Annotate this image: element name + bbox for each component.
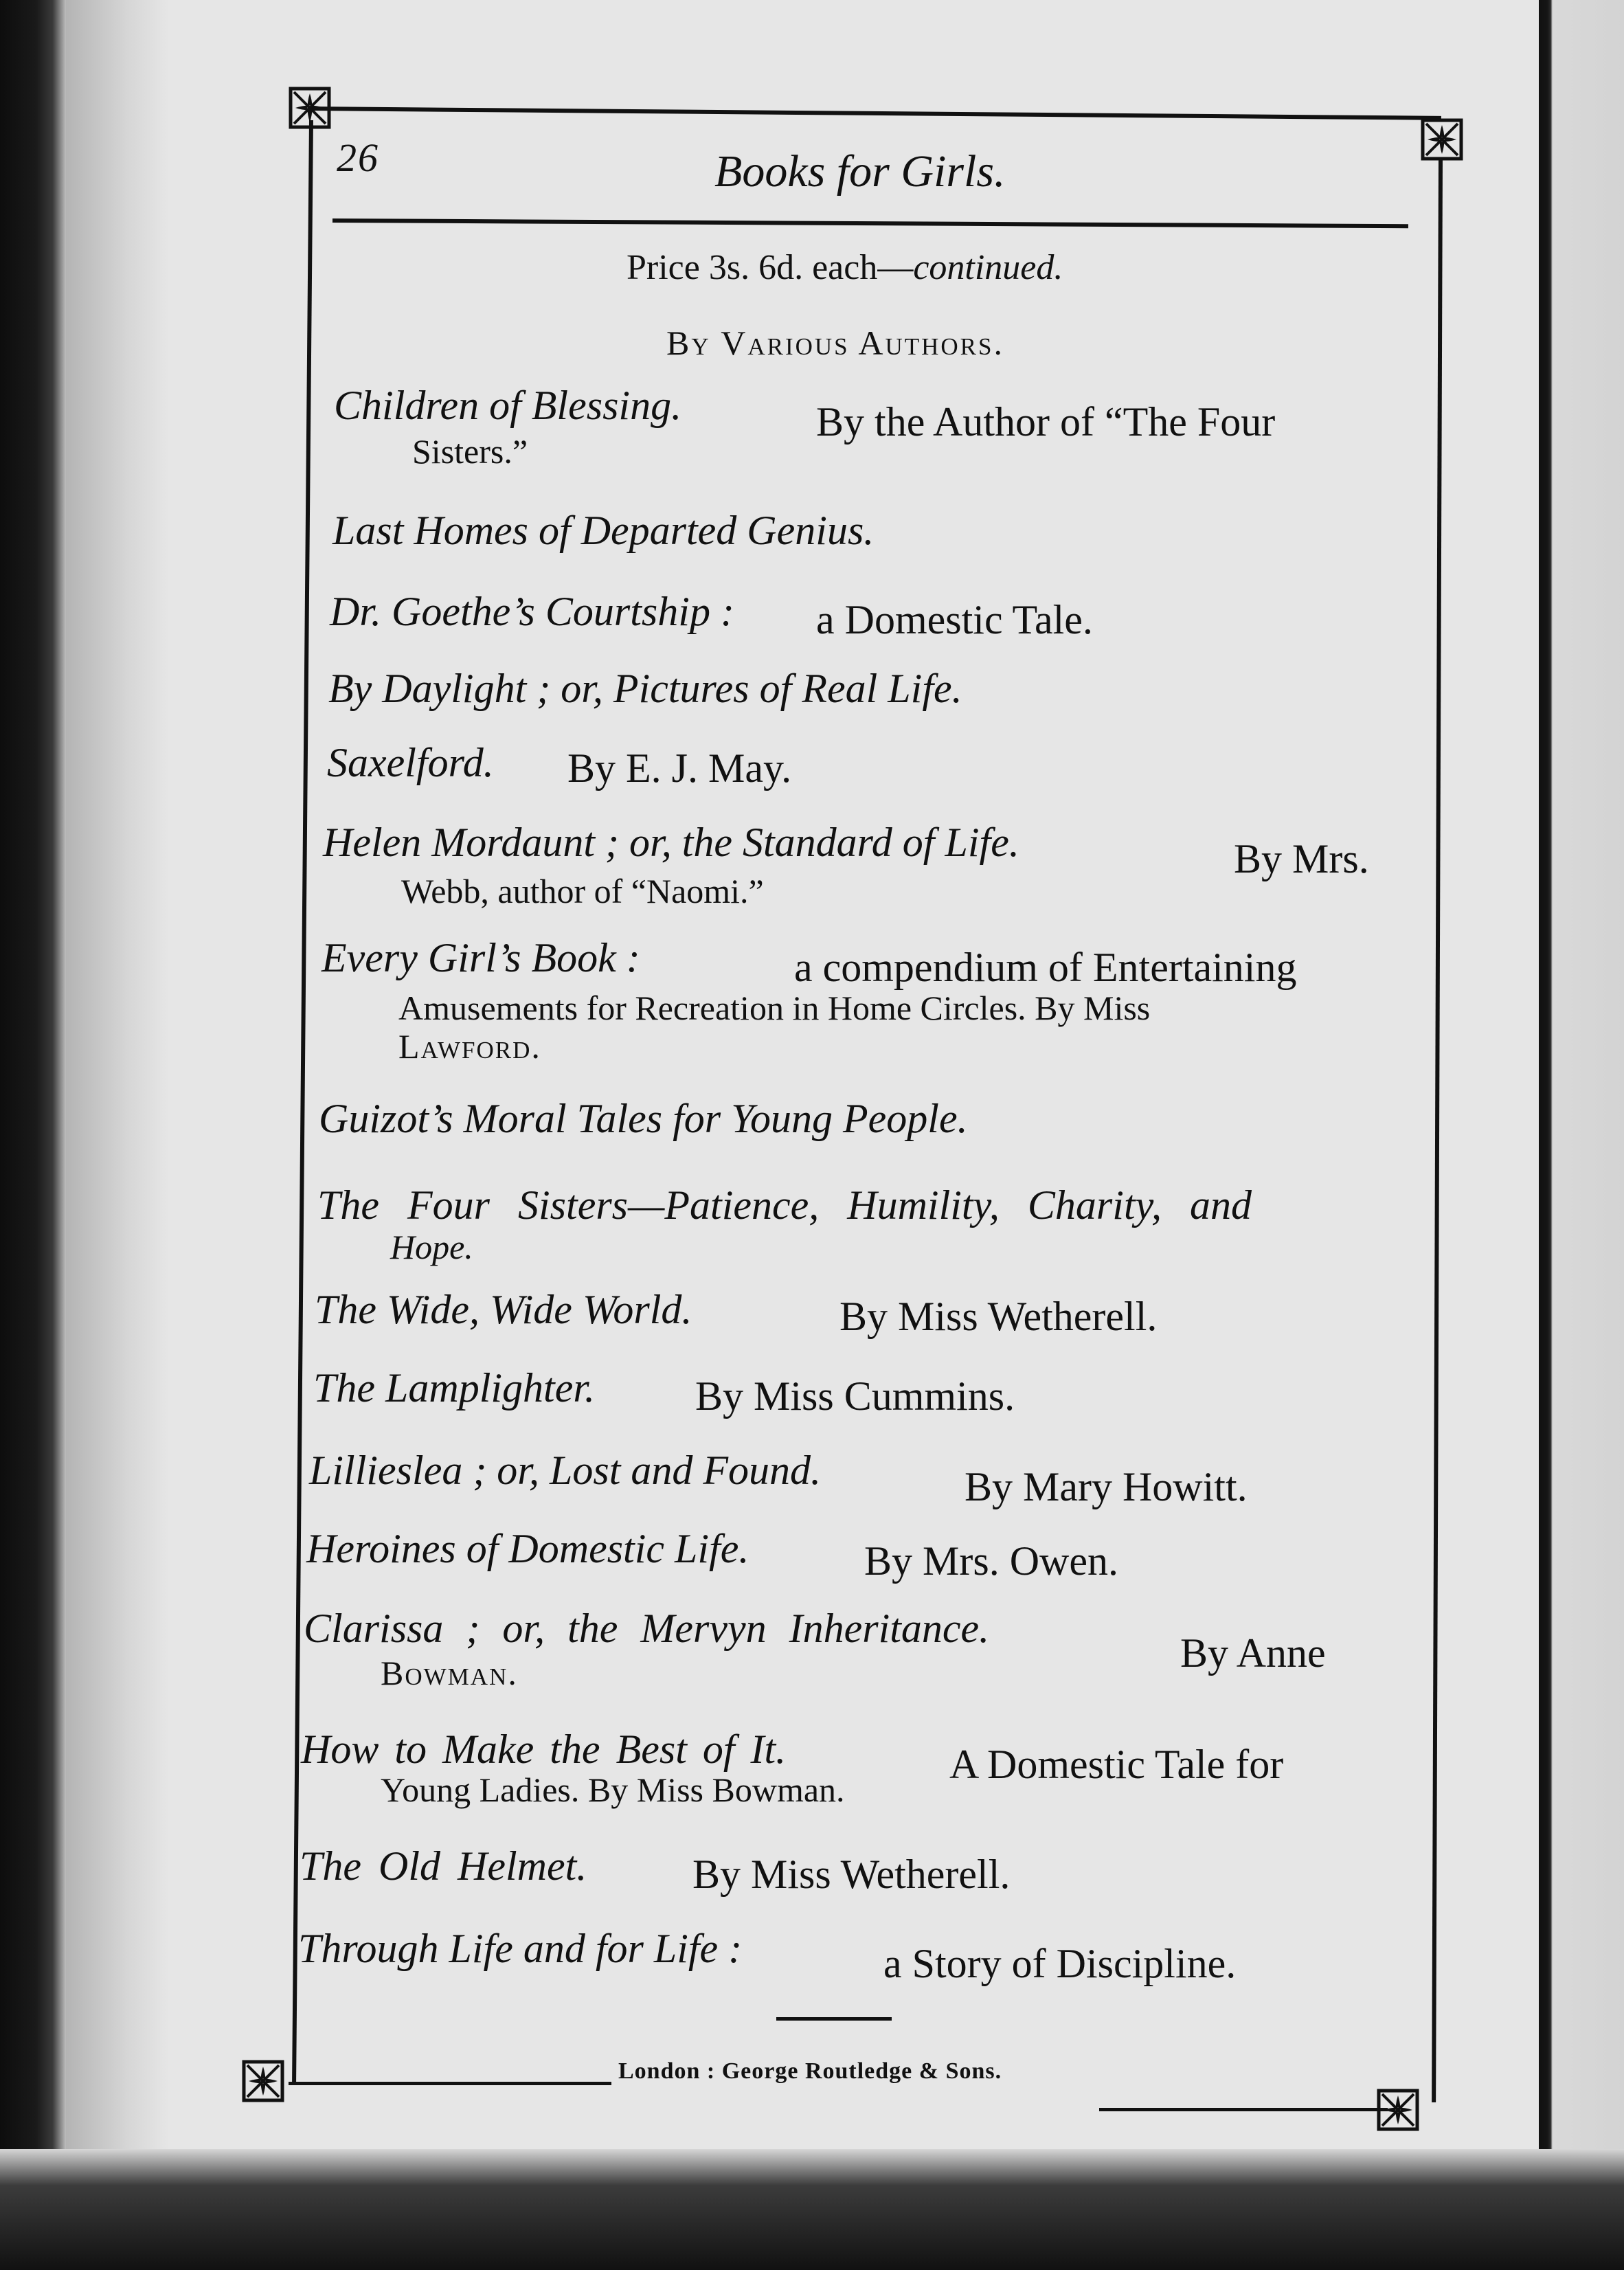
- book-byline-text: By E. J. May.: [567, 745, 792, 791]
- list-item: [315, 1287, 1158, 1339]
- book-continuation: Bowman.: [381, 1654, 518, 1692]
- corner-ornament-icon: [289, 87, 331, 129]
- book-byline: A Domestic Tale for: [949, 1742, 1284, 1787]
- book-continuation: Amusements for Recreation in Home Circles. By Miss: [398, 989, 1151, 1027]
- book-byline: a Domestic Tale.: [816, 597, 1093, 642]
- book-byline: By Anne: [1180, 1630, 1326, 1676]
- corner-ornament-icon: [1377, 2089, 1419, 2131]
- corner-ornament-icon: [1421, 118, 1463, 161]
- book-byline: [567, 745, 792, 791]
- price-continued: continued.: [913, 248, 1063, 287]
- book-continuation: Lawford.: [398, 1027, 541, 1066]
- list-item: [327, 740, 792, 791]
- list-item: [328, 668, 962, 709]
- price-line: [627, 247, 1063, 288]
- book-continuation: Sisters.”: [412, 432, 528, 471]
- book-continuation: Hope.: [390, 1228, 473, 1266]
- book-byline: By Mary Howitt.: [965, 1464, 1248, 1509]
- book-byline: By Mrs. Owen.: [864, 1538, 1118, 1584]
- book-title: By Daylight ; or, Pictures of Real Life.: [328, 666, 962, 711]
- book-title: Saxelford.: [327, 740, 494, 785]
- frame-bottom-rule-left: [289, 2082, 611, 2085]
- scan-left-edge: [0, 0, 66, 2270]
- imprint: London : George Routledge & Sons.: [618, 2058, 1002, 2084]
- book-byline: By Miss Wetherell.: [839, 1294, 1158, 1339]
- book-byline: a Story of Discipline.: [883, 1941, 1237, 1986]
- list-item: [332, 510, 874, 551]
- book-title: Clarissa ; or, the Mervyn Inheritance.: [304, 1606, 990, 1651]
- book-byline: By Miss Cummins.: [695, 1373, 1015, 1419]
- running-title: Books for Girls.: [714, 146, 1006, 196]
- book-byline: By Mrs.: [1234, 836, 1369, 881]
- list-item: [304, 1606, 1326, 1692]
- list-item: [313, 1365, 1015, 1419]
- book-title: The Four Sisters—Patience, Humility, Charity, and: [317, 1182, 1252, 1228]
- frame-right-rule: [1432, 158, 1443, 2102]
- book-byline: a compendium of Entertaining: [794, 945, 1297, 990]
- book-title: How to Make the Best of It.: [301, 1727, 787, 1772]
- frame-top-rule: [308, 106, 1441, 120]
- list-item: [322, 935, 1297, 1066]
- list-item: [334, 383, 1276, 471]
- book-title: Heroines of Domestic Life.: [306, 1526, 749, 1571]
- list-item: [319, 1098, 968, 1139]
- list-item: [317, 1182, 1252, 1266]
- book-title: Guizot’s Moral Tales for Young People.: [319, 1096, 968, 1141]
- book-title: Helen Mordaunt ; or, the Standard of Life.: [323, 820, 1019, 865]
- header-rule: [332, 218, 1408, 228]
- list-item: [330, 589, 1093, 642]
- book-title: Last Homes of Departed Genius.: [332, 508, 875, 553]
- list-item: [298, 1926, 1237, 1986]
- page-number: 26: [337, 135, 379, 180]
- book-byline: By Miss Wetherell.: [692, 1852, 1011, 1897]
- book-title: Dr. Goethe’s Courtship :: [330, 589, 734, 634]
- frame-left-rule: [292, 120, 313, 2085]
- frame-bottom-rule-right: [1099, 2108, 1388, 2111]
- book-title: The Lamplighter.: [313, 1365, 596, 1411]
- section-end-rule: [776, 2017, 892, 2021]
- list-item: [309, 1448, 1248, 1509]
- corner-ornament-icon: [242, 2060, 284, 2102]
- book-continuation: Young Ladies. By Miss Bowman.: [381, 1771, 845, 1809]
- list-item: [323, 820, 1369, 910]
- list-item: [306, 1526, 1118, 1584]
- scan-bottom-edge: [0, 2149, 1624, 2270]
- book-title: Children of Blessing.: [334, 383, 682, 428]
- scan-left-shadow: [66, 0, 169, 2270]
- book-title: Every Girl’s Book :: [322, 935, 640, 980]
- various-authors-line: By Various Authors.: [666, 324, 1004, 362]
- book-title: The Wide, Wide World.: [315, 1287, 692, 1332]
- book-byline: By the Author of “The Four: [816, 399, 1276, 445]
- book-title: Through Life and for Life :: [298, 1926, 743, 1971]
- list-item: [300, 1843, 1011, 1897]
- list-item: [301, 1727, 1284, 1809]
- book-title: Lillieslea ; or, Lost and Found.: [309, 1448, 822, 1493]
- price-prefix: Price 3s. 6d. each—: [627, 248, 914, 287]
- book-title: The Old Helmet.: [300, 1843, 587, 1889]
- book-continuation: Webb, author of “Naomi.”: [401, 872, 764, 910]
- scan-right-band: [1539, 0, 1624, 2157]
